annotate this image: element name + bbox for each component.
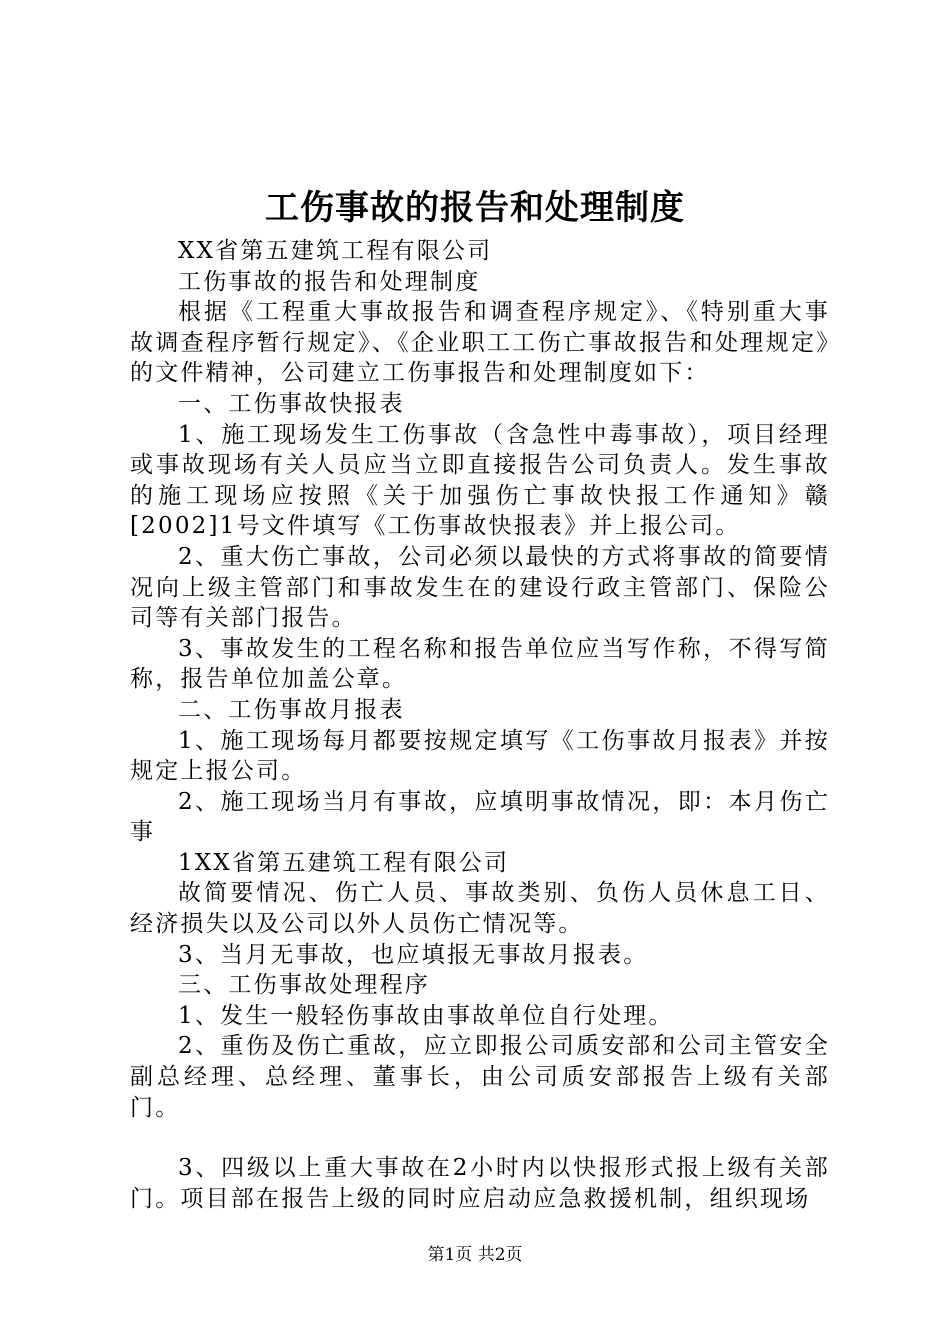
page-number: 第1页 共2页 [427, 1245, 523, 1265]
paragraph-3-2: 2、重伤及伤亡重故，应立即报公司质安部和公司主管安全副总经理、总经理、董事长，由公司质安部报告上级有关部门。 [130, 1033, 830, 1121]
section-heading-2: 二、工伤事故月报表 [178, 696, 405, 723]
paragraph-1-2: 2、重大伤亡事故，公司必须以最快的方式将事故的简要情况向上级主管部门和事故发生在的建设行政主管部门、保险公司等有关部门报告。 [130, 543, 830, 632]
subtitle-line: 工伤事故的报告和处理制度 [178, 268, 481, 295]
paragraph-2-2-continued: 故简要情况、伤亡人员、事故类别、负伤人员休息工日、经济损失以及公司以外人员伤亡情况等。 [130, 880, 830, 938]
paragraph-2-2: 2、施工现场当月有事故，应填明事故情况，即：本月伤亡事 [130, 788, 830, 846]
paragraph-2-3: 3、当月无事故，也应填报无事故月报表。 [178, 941, 649, 968]
section-heading-3: 三、工伤事故处理程序 [178, 972, 430, 999]
document-body [130, 236, 830, 1214]
paragraph-1-1: 1、施工现场发生工伤事故（含急性中毒事故），项目经理或事故现场有关人员应当立即直接报告公司负责人。发生事故的施工现场应按照《关于加强伤亡事故快报工作通知》赣[2002]1号文件填写《工伤事故快报表》并上报公司。 [130, 421, 830, 540]
company-name-line: XX省第五建筑工程有限公司 [178, 238, 493, 264]
paragraph-3-1: 1、发生一般轻伤事故由事故单位自行处理。 [178, 1002, 674, 1029]
paragraph-1-3: 3、事故发生的工程名称和报告单位应当写作称，不得写简称，报告单位加盖公章。 [130, 635, 830, 693]
company-name-inline: 1XX省第五建筑工程有限公司 [178, 849, 510, 876]
intro-paragraph: 根据《工程重大事故报告和调查程序规定》、《特别重大事故调查程序暂行规定》、《企业职工工伤亡事故报告和处理规定》的文件精神，公司建立工伤事报告和处理制度如下： [130, 299, 830, 387]
paragraph-3-3: 3、四级以上重大事故在2小时内以快报形式报上级有关部门。项目部在报告上级的同时应启动应急救援机制，组织现场 [130, 1155, 830, 1212]
section-heading-1: 一、工伤事故快报表 [178, 390, 405, 417]
document-title: 工伤事故的报告和处理制度 [265, 188, 685, 228]
paragraph-2-1: 1、施工现场每月都要按规定填写《工伤事故月报表》并按规定上报公司。 [130, 727, 830, 785]
